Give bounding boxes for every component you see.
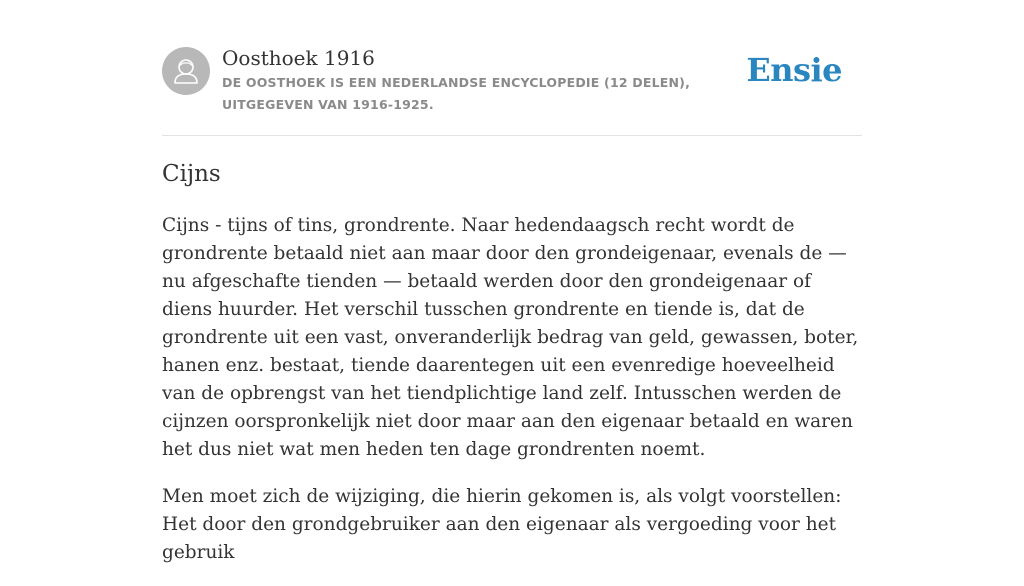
ensie-logo[interactable]: Ensie [746,51,842,89]
source-title[interactable]: Oosthoek 1916 [222,46,375,70]
source-header [162,0,862,136]
source-description: DE OOSTHOEK IS EEN NEDERLANDSE ENCYCLOPEDIE (12 DELEN), UITGEGEVEN VAN 1916-1925. [222,75,691,112]
article-paragraph: Men moet zich de wijziging, die hierin gekomen is, als volgt voorstellen: Het door den grondgebruiker aan den eigenaar als vergoeding voor het gebruik [162,486,842,563]
article-paragraph: Cijns - tijns of tins, grondrente. Naar hedendaagsch recht wordt de grondrente betaald niet aan maar door den grondeigenaar, evenals de — nu afgeschafte tienden — betaald werden door den grondeigenaar of diens huurder. Het verschil tusschen grondrente en tiende is, dat de grondrente uit een vast, onveranderlijk bedrag van geld, gewassen, boter, hanen enz. bestaat, tiende daarentegen uit een evenredige hoeveelheid van de opbrengst van het tiendplichtige land zelf. Intusschen werden de cijnzen oorspronkelijk niet door maar aan den eigenaar betaald en waren het dus niet wat men heden ten dage grondrenten noemt. [162,215,859,460]
article-body [162,212,862,586]
avatar[interactable] [162,47,210,95]
article-title: Cijns [162,161,221,187]
user-icon [162,47,210,95]
content-container [162,0,862,563]
